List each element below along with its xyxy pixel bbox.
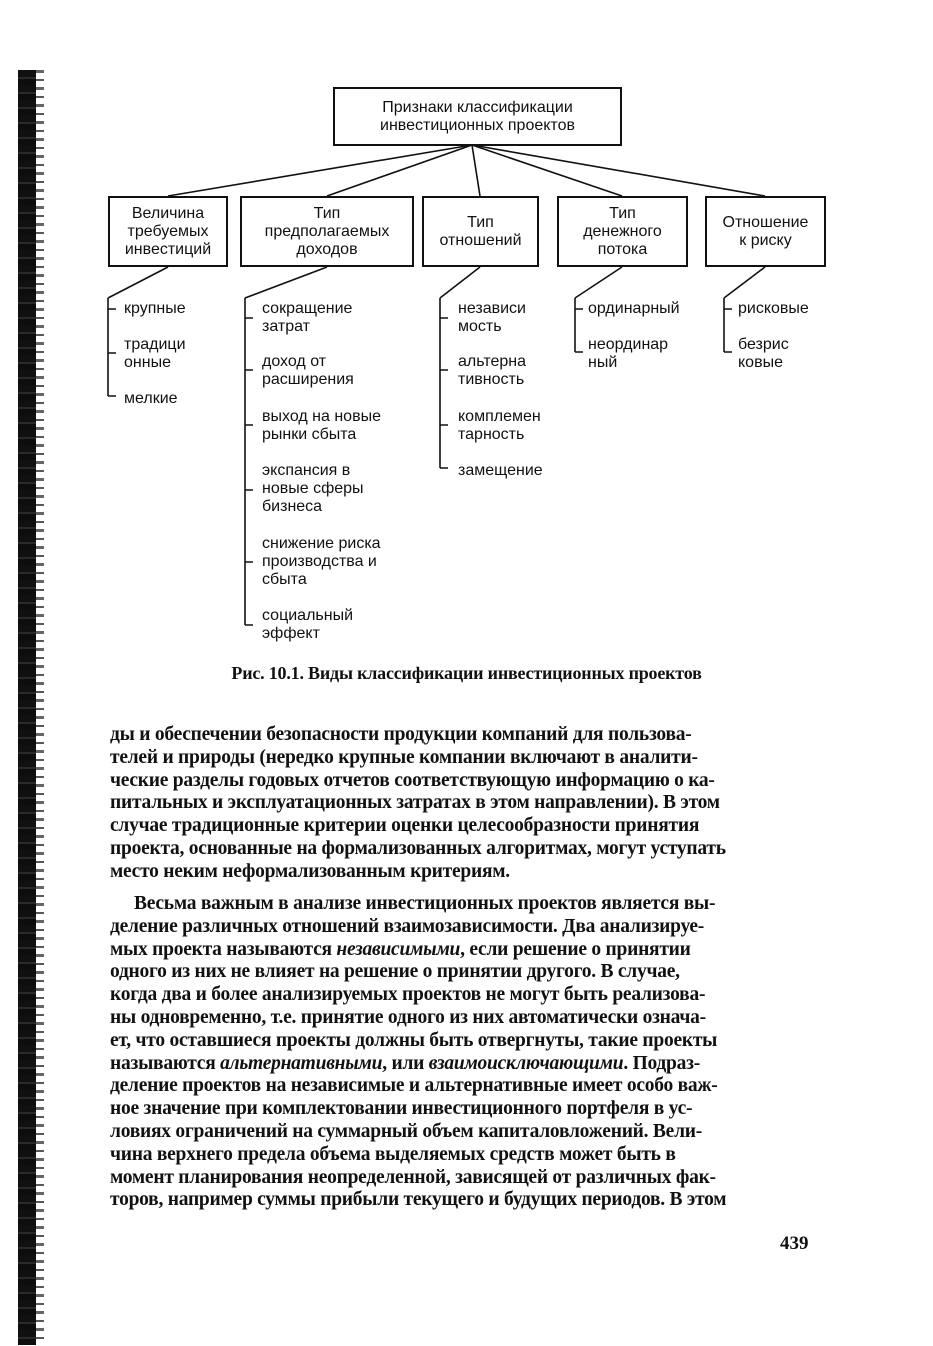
connector-cat1-bracket	[108, 267, 168, 298]
bracket-cat2-ticks	[245, 318, 253, 625]
category-box-investment-size: Величина требуемых инвестиций	[108, 196, 228, 267]
connector-root-cat4	[472, 145, 622, 196]
connector-root-cat1	[168, 145, 472, 196]
paragraph-1: ды и обеспечении безопасности продукции компаний для пользова- телей и природы (нередко крупные компании включают в аналити- ческие разделы годовых отчетов соответствующую информацию о ка- питальных и эксплуатационных затратах в этом направлении). В этом случае традиционные критерии оценки целесообразности принятия проекта, основанные на формализованных алгоритмах, могут уступать место неким неформализованным критериям.	[110, 724, 726, 882]
term-alternative: альтернативными	[220, 1052, 383, 1074]
category-box-income-type: Тип предполагаемых доходов	[240, 196, 414, 267]
paragraph-2-text-b: , если решение о принятии одного из них не влияет на решение о принятии другого. В случае, когда два и более анализируемых проектов не могут быть реализова- ны одновременно, т.е. принятие одного из них автоматически означа- ет, что оставшиеся проекты должны быть отвергнуты, такие проекты называются	[110, 938, 718, 1074]
item-expansion-income: доход от расширения	[262, 353, 354, 388]
paragraph-2-text-c: , или	[382, 1052, 429, 1074]
connector-root-cat5	[472, 145, 765, 196]
item-alternativeness: альтерна тивность	[458, 353, 526, 388]
item-risk-reduction: снижение риска производства и сбыта	[262, 535, 381, 588]
category-box-cashflow-type: Тип денежного потока	[557, 196, 688, 267]
connector-cat3-bracket	[440, 267, 480, 298]
paragraph-2-text-d: . Подраз- деление проектов на независимые и альтернативные имеет особо важ- ное значение при комплектовании инвестиционного портфеля в ус- ловиях ограничений на суммарный объем капиталовложений. Вели- чина верхнего предела объема выделяемых средств может быть в момент планирования неопределенной, зависящей от различных фак- торов, например суммы прибыли текущего и будущих периодов. В этом	[110, 1052, 727, 1211]
connector-root-cat3	[472, 145, 480, 196]
connector-cat2-bracket	[245, 267, 327, 298]
bracket-cat3-ticks	[440, 318, 448, 468]
term-independent: независимыми	[336, 938, 461, 960]
item-small: мелкие	[124, 390, 178, 407]
item-complementarity: комплемен тарность	[458, 408, 541, 443]
item-ordinary: ординарный	[588, 300, 680, 317]
item-substitution: замещение	[458, 462, 543, 479]
root-box: Признаки классификации инвестиционных проектов	[333, 87, 622, 146]
item-cost-reduction: сокращение затрат	[262, 300, 353, 335]
connector-cat4-bracket	[575, 267, 622, 298]
item-riskless: безрис ковые	[738, 336, 789, 371]
category-box-risk-attitude: Отношение к риску	[705, 196, 826, 267]
bracket-cat4-ticks	[575, 309, 583, 352]
bracket-cat5-ticks	[724, 309, 732, 352]
item-new-business: экспансия в новые сферы бизнеса	[262, 462, 364, 515]
item-independence: независи мость	[458, 300, 526, 335]
connector-cat5-bracket	[724, 267, 765, 298]
item-traditional: традици онные	[124, 336, 186, 371]
term-mutually-exclusive: взаимоисключающими	[428, 1052, 624, 1074]
item-new-markets: выход на новые рынки сбыта	[262, 408, 381, 443]
item-large: крупные	[124, 300, 186, 317]
category-box-relation-type: Тип отношений	[422, 196, 539, 267]
bracket-cat1-ticks	[108, 309, 116, 396]
connector-root-cat2	[327, 145, 472, 196]
paragraph-2-text-a: Весьма важным в анализе инвестиционных проектов является вы- деление различных отношений взаимозависимости. Два анализируе- мых проекта называются	[110, 893, 716, 960]
item-non-ordinary: неординар ный	[588, 336, 669, 371]
figure-caption: Рис. 10.1. Виды классификации инвестиционных проектов	[231, 663, 702, 683]
page-number: 439	[780, 1233, 809, 1254]
item-risky: рисковые	[738, 300, 809, 317]
item-social-effect: социальный эффект	[262, 607, 354, 642]
paragraph-2	[110, 893, 826, 1212]
